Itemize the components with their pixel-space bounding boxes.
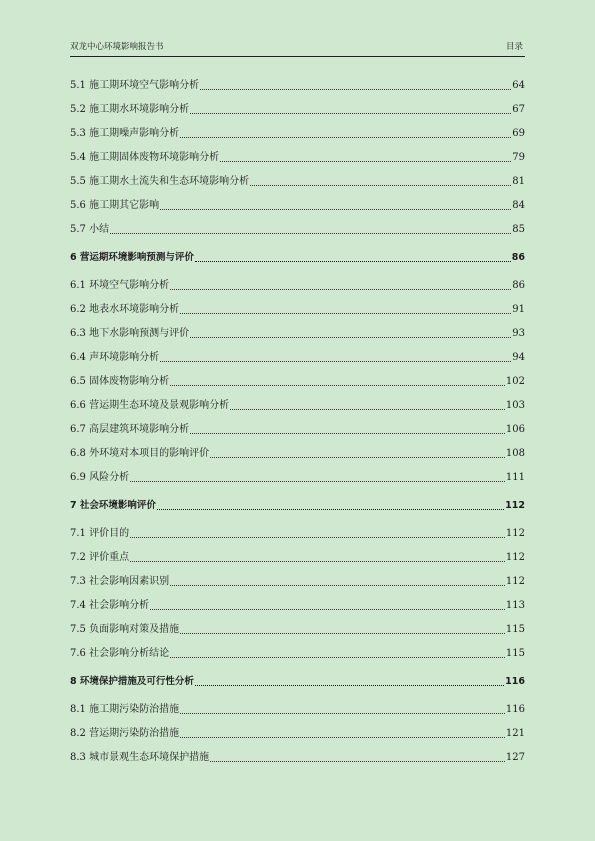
toc-section-entry[interactable] [70, 445, 525, 461]
toc-entry-title: 6.5 固体废物影响分析 [70, 376, 170, 387]
toc-section-entry[interactable] [70, 349, 525, 365]
toc-dot-leader [180, 312, 511, 314]
toc-section-entry[interactable] [70, 725, 525, 741]
toc-section-entry[interactable] [70, 173, 525, 189]
toc-page-number: 93 [512, 328, 525, 339]
toc-section-entry[interactable] [70, 197, 525, 213]
toc-section-entry[interactable] [70, 525, 525, 541]
toc-entry-title: 6.8 外环境对本项目的影响评价 [70, 448, 210, 459]
toc-entry-title: 5.7 小结 [70, 224, 110, 235]
toc-dot-leader [160, 360, 511, 362]
toc-dot-leader [170, 584, 505, 586]
toc-entry-title: 7.2 评价重点 [70, 552, 130, 563]
toc-page-number: 67 [512, 104, 525, 115]
toc-section-entry[interactable] [70, 221, 525, 237]
toc-entry-title: 7.3 社会影响因素识别 [70, 576, 170, 587]
toc-dot-leader [190, 112, 511, 114]
toc-page-number: 112 [505, 576, 525, 587]
toc-dot-leader [157, 508, 504, 510]
toc-page-number: 112 [505, 500, 525, 511]
toc-page-number: 116 [505, 704, 525, 715]
toc-dot-leader [180, 136, 511, 138]
toc-section-entry[interactable] [70, 77, 525, 93]
toc-dot-leader [190, 336, 511, 338]
toc-section-entry[interactable] [70, 573, 525, 589]
toc-section-entry[interactable] [70, 125, 525, 141]
toc-entry-title: 6.9 风险分析 [70, 472, 130, 483]
report-title: 双龙中心环境影响报告书 [70, 42, 164, 52]
toc-dot-leader [170, 656, 505, 658]
toc-entry-title: 8.2 营运期污染防治措施 [70, 728, 180, 739]
toc-dot-leader [230, 408, 505, 410]
toc-section-entry[interactable] [70, 597, 525, 613]
toc-page-number: 81 [512, 176, 525, 187]
toc-chapter-entry[interactable] [70, 497, 525, 513]
toc-section-entry[interactable] [70, 469, 525, 485]
toc-entry-title: 8.3 城市景观生态环境保护措施 [70, 752, 210, 763]
toc-dot-leader [110, 232, 511, 234]
toc-page-number: 64 [512, 80, 525, 91]
toc-page-number: 116 [505, 676, 525, 687]
toc-entry-title: 5.3 施工期噪声影响分析 [70, 128, 180, 139]
toc-page-number: 115 [505, 624, 525, 635]
toc-section-entry[interactable] [70, 301, 525, 317]
toc-entry-title: 5.5 施工期水土流失和生态环境影响分析 [70, 176, 250, 187]
toc-dot-leader [130, 480, 505, 482]
toc-page-number: 86 [511, 252, 525, 263]
toc-dot-leader [130, 536, 505, 538]
toc-entry-title: 6.3 地下水影响预测与评价 [70, 328, 190, 339]
toc-dot-leader [200, 88, 511, 90]
toc-dot-leader [250, 184, 511, 186]
toc-page-number: 85 [512, 224, 525, 235]
toc-entry-title: 5.2 施工期水环境影响分析 [70, 104, 190, 115]
toc-entry-title: 8.1 施工期污染防治措施 [70, 704, 180, 715]
toc-section-entry[interactable] [70, 549, 525, 565]
toc-section-entry[interactable] [70, 701, 525, 717]
toc-page-number: 102 [505, 376, 525, 387]
toc-dot-leader [180, 736, 505, 738]
toc-dot-leader [170, 288, 511, 290]
toc-entry-title: 6.2 地表水环境影响分析 [70, 304, 180, 315]
toc-entry-title: 7.1 评价目的 [70, 528, 130, 539]
toc-section-entry[interactable] [70, 621, 525, 637]
toc-page-number: 91 [512, 304, 525, 315]
toc-entry-title: 6.1 环境空气影响分析 [70, 280, 170, 291]
toc-chapter-entry[interactable] [70, 673, 525, 689]
toc-entry-title: 7.6 社会影响分析结论 [70, 648, 170, 659]
toc-page-number: 69 [512, 128, 525, 139]
toc-page-number: 106 [505, 424, 525, 435]
toc-entry-title: 6.4 声环境影响分析 [70, 352, 160, 363]
toc-entry-title: 5.1 施工期环境空气影响分析 [70, 80, 200, 91]
toc-dot-leader [210, 456, 505, 458]
toc-section-entry[interactable] [70, 421, 525, 437]
toc-dot-leader [220, 160, 511, 162]
toc-dot-leader [160, 208, 511, 210]
toc-section-entry[interactable] [70, 397, 525, 413]
toc-page-number: 121 [505, 728, 525, 739]
toc-entry-title: 5.6 施工期其它影响 [70, 200, 160, 211]
toc-entry-title: 6.6 营运期生态环境及景观影响分析 [70, 400, 230, 411]
toc-page-number: 84 [512, 200, 525, 211]
toc-dot-leader [130, 560, 505, 562]
toc-chapter-entry[interactable] [70, 249, 525, 265]
toc-dot-leader [180, 712, 505, 714]
toc-entry-title: 6.7 高层建筑环境影响分析 [70, 424, 190, 435]
toc-section-entry[interactable] [70, 645, 525, 661]
toc-dot-leader [195, 260, 511, 262]
toc-dot-leader [170, 384, 505, 386]
toc-page-number: 112 [505, 528, 525, 539]
toc-section-entry[interactable] [70, 149, 525, 165]
toc-section-entry[interactable] [70, 749, 525, 765]
toc-dot-leader [180, 632, 505, 634]
toc-dot-leader [210, 760, 505, 762]
toc-section-entry[interactable] [70, 277, 525, 293]
toc-section-entry[interactable] [70, 373, 525, 389]
toc-dot-leader [190, 432, 505, 434]
toc-entry-title: 7 社会环境影响评价 [70, 500, 156, 511]
toc-dot-leader [150, 608, 505, 610]
page-header [70, 40, 525, 57]
toc-page-number: 113 [505, 600, 525, 611]
toc-page-number: 112 [505, 552, 525, 563]
toc-section-entry[interactable] [70, 325, 525, 341]
toc-page-number: 127 [505, 752, 525, 763]
toc-entry-title: 8 环境保护措施及可行性分析 [70, 676, 194, 687]
toc-page-number: 86 [512, 280, 525, 291]
toc-page-number: 115 [505, 648, 525, 659]
toc-entry-title: 5.4 施工期固体废物环境影响分析 [70, 152, 220, 163]
toc-page-number: 108 [505, 448, 525, 459]
toc-page-number: 111 [505, 472, 525, 483]
toc-dot-leader [195, 684, 504, 686]
toc-entry-title: 7.4 社会影响分析 [70, 600, 150, 611]
toc-page-number: 103 [505, 400, 525, 411]
toc-page-number: 94 [512, 352, 525, 363]
toc-section-entry[interactable] [70, 101, 525, 117]
section-label: 目录 [505, 42, 523, 52]
toc-entry-title: 7.5 负面影响对策及措施 [70, 624, 180, 635]
toc-page-number: 79 [512, 152, 525, 163]
toc-entry-title: 6 营运期环境影响预测与评价 [70, 252, 194, 263]
